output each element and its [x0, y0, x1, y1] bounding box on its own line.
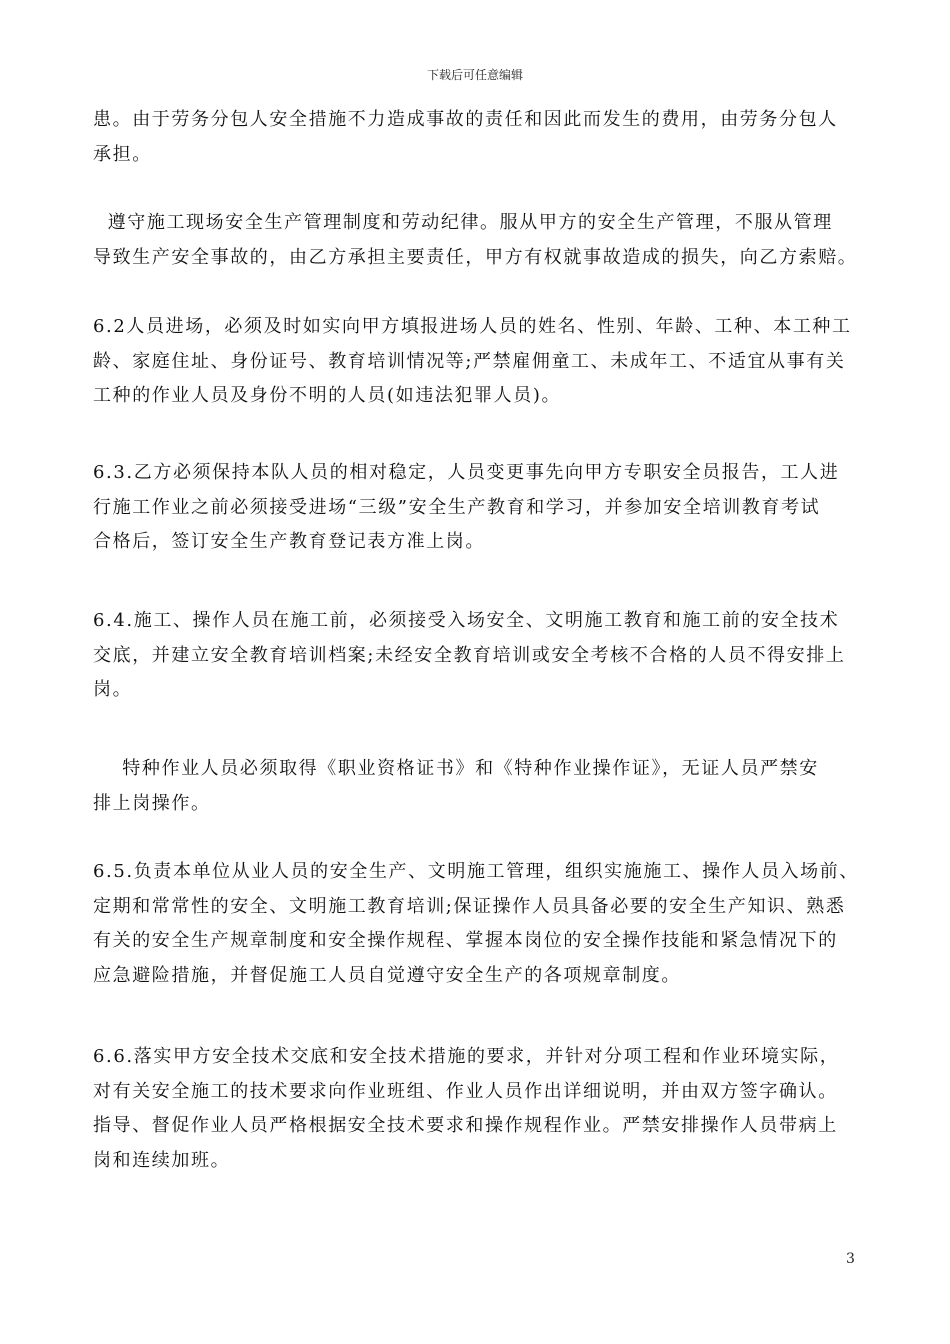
- page-header: 下载后可任意编辑: [426, 68, 523, 82]
- paragraph-line: 定期和常常性的安全、文明施工教育培训;保证操作人员具备必要的安全生产知识、熟悉: [93, 895, 846, 917]
- paragraph-6-3: [93, 456, 853, 560]
- paragraph-line: 对有关安全施工的技术要求向作业班组、作业人员作出详细说明，并由双方签字确认。: [93, 1080, 838, 1102]
- paragraph-line: 6.2人员进场，必须及时如实向甲方填报进场人员的姓名、性别、年龄、工种、本工种工: [93, 316, 852, 337]
- paragraph-line: 排上岗操作。: [93, 792, 211, 814]
- paragraph-line: 承担。: [93, 143, 152, 165]
- paragraph-line: 行施工作业之前必须接受进场“三级”安全生产教育和学习，并参加安全培训教育考试: [93, 496, 821, 518]
- paragraph-line: 有关的安全生产规章制度和安全操作规程、掌握本岗位的安全操作技能和紧急情况下的: [93, 930, 838, 951]
- paragraph-line: 6.3.乙方必须保持本队人员的相对稳定，人员变更事先向甲方专职安全员报告，工人进: [93, 462, 840, 483]
- paragraph-line: 特种作业人员必须取得《职业资格证书》和《特种作业操作证》，无证人员严禁安: [93, 758, 819, 779]
- paragraph-line: 患。由于劳务分包人安全措施不力造成事故的责任和因此而发生的费用，由劳务分包人: [93, 109, 838, 130]
- paragraph-line: 6.6.落实甲方安全技术交底和安全技术措施的要求，并针对分项工程和作业环境实际，: [93, 1046, 840, 1067]
- paragraph-line: 导致生产安全事故的，由乙方承担主要责任，甲方有权就事故造成的损失，向乙方索赔。: [93, 246, 858, 268]
- paragraph-line: 岗和连续加班。: [93, 1149, 231, 1171]
- paragraph-line: 6.5.负责本单位从业人员的安全生产、文明施工管理，组织实施施工、操作人员入场前、: [93, 861, 859, 882]
- paragraph-line: 交底，并建立安全教育培训档案;未经安全教育培训或安全考核不合格的人员不得安排上: [93, 644, 846, 666]
- paragraph-1: [93, 103, 853, 172]
- paragraph-line: 遵守施工现场安全生产管理制度和劳动纪律。服从甲方的安全生产管理，不服从管理: [93, 212, 833, 233]
- paragraph-line: 工种的作业人员及身份不明的人员(如违法犯罪人员)。: [93, 385, 562, 406]
- paragraph-6-5: [93, 855, 859, 993]
- paragraph-2: [93, 206, 858, 275]
- paragraph-line: 6.4.施工、操作人员在施工前，必须接受入场安全、文明施工教育和施工前的安全技术: [93, 610, 840, 631]
- paragraph-line: 指导、督促作业人员严格根据安全技术要求和操作规程作业。严禁安排操作人员带病上: [93, 1115, 838, 1136]
- page-number: 3: [846, 1251, 855, 1267]
- paragraph-line: 应急避险措施，并督促施工人员自觉遵守安全生产的各项规章制度。: [93, 964, 681, 986]
- paragraph-6-2: [93, 310, 853, 414]
- paragraph-6-6: [93, 1040, 853, 1178]
- paragraph-line: 岗。: [93, 679, 133, 700]
- paragraph-6-4: [93, 604, 853, 708]
- paragraph-special-workers: [93, 752, 853, 821]
- paragraph-line: 龄、家庭住址、身份证号、教育培训情况等;严禁雇佣童工、未成年工、不适宜从事有关: [93, 350, 846, 372]
- paragraph-line: 合格后，签订安全生产教育登记表方准上岗。: [93, 531, 485, 552]
